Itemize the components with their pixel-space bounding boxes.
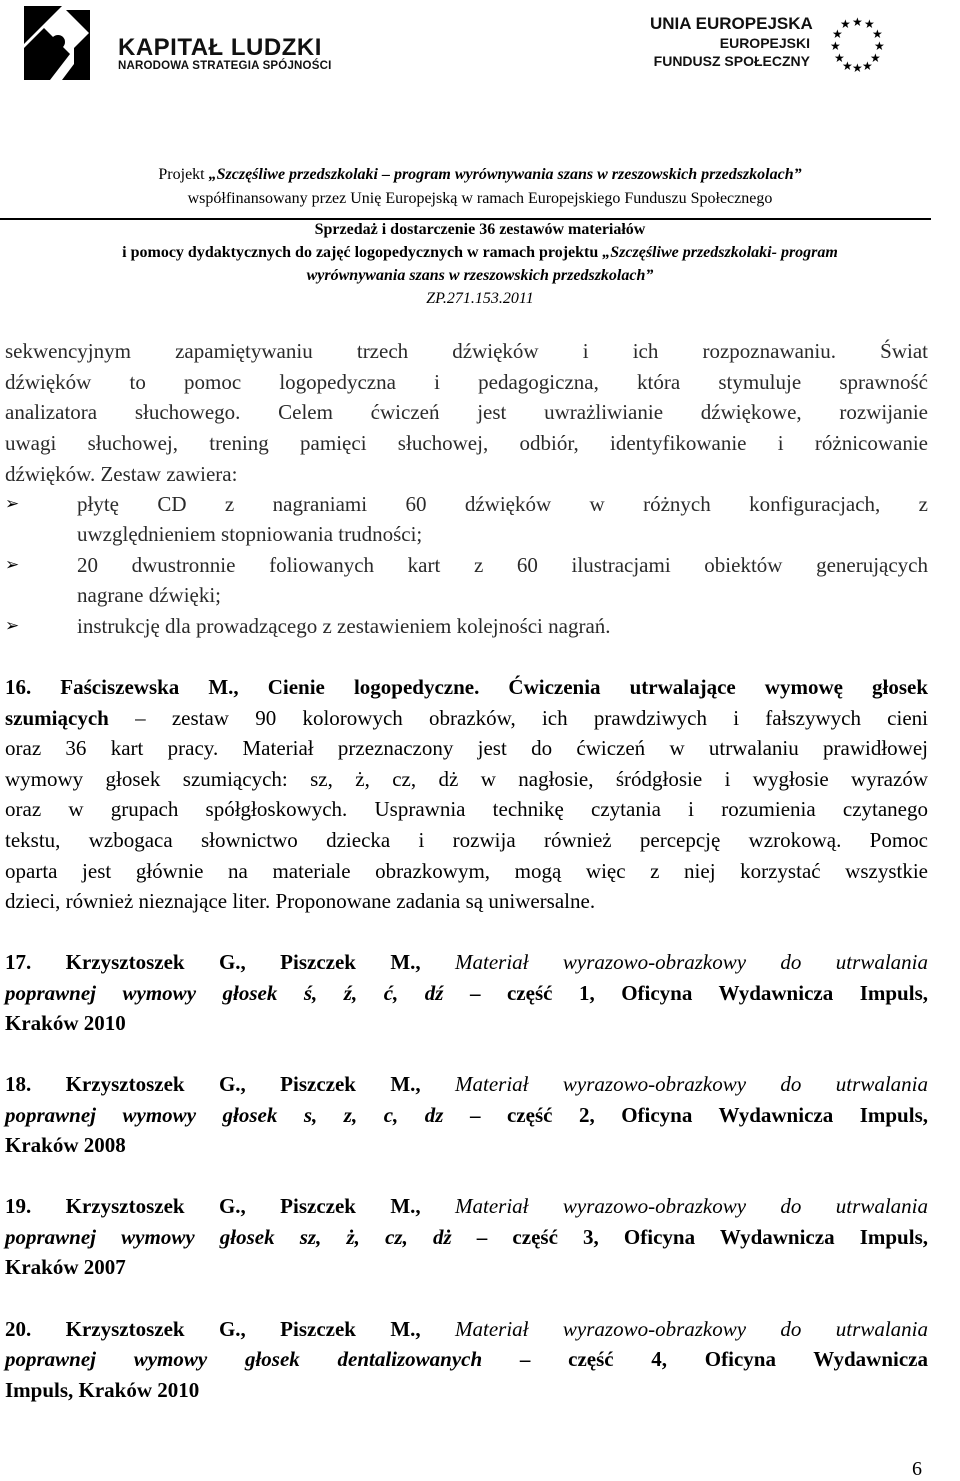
item-16-heading: 16. Faściszewska M., Cienie logopedyczne. Ćwiczenia utrwalające wymowę głosek (5, 675, 928, 699)
svg-text:★: ★ (872, 27, 883, 41)
item-18-title-cont: poprawnej wymowy głosek s, z, c, dz (5, 1103, 444, 1127)
project-title: „Szczęśliwe przedszkolaki – program wyrównywania szans w rzeszowskich przedszkolach” (208, 166, 802, 183)
item-19-title: Materiał wyrazowo-obrazkowy do utrwalania (455, 1194, 928, 1218)
aid-line (0, 244, 960, 262)
body-line: dźwięków to pomoc logopedyczna i pedagogiczna, która stymuluje sprawność (5, 370, 928, 394)
kapital-ludzki-logo (22, 4, 332, 84)
item-17-line3: Kraków 2010 (5, 1011, 126, 1035)
zp-number: ZP.271.153.2011 (426, 290, 534, 307)
item-20-line2 (5, 1345, 928, 1373)
item-16-desc: – zestaw 90 kolorowych obrazków, ich prawdziwych i fałszywych cieni (108, 706, 928, 730)
svg-text:★: ★ (862, 59, 873, 72)
aid-prefix: i pomocy dydaktycznych do zajęć logopedycznych w ramach projektu (122, 244, 603, 261)
item-20-line1 (5, 1315, 928, 1343)
item-19-publisher: – część 3, Oficyna Wydawnicza Impuls, (451, 1225, 928, 1249)
body-line: sekwencyjnym zapamiętywaniu trzech dźwięków i ich rozpoznawaniu. Świat (5, 339, 928, 363)
bullet-line: płytę CD z nagraniami 60 dźwięków w różnych konfiguracjach, z (77, 492, 928, 516)
svg-text:★: ★ (874, 39, 885, 53)
item-20-title: Materiał wyrazowo-obrazkowy do utrwalania (455, 1317, 928, 1341)
cofinance-line: współfinansowany przez Unię Europejską w ramach Europejskiego Funduszu Społecznego (187, 190, 773, 207)
bullet-line: nagrane dźwięki; (77, 583, 222, 607)
body-line: wymowy głosek szumiących: sz, ż, cz, dż w nagłosie, śródgłosie i wygłosie wyrazów (5, 767, 928, 791)
item-20-title-cont: poprawnej wymowy głosek dentalizowanych (5, 1347, 483, 1371)
eu-logo-text (650, 14, 813, 70)
svg-text:★: ★ (852, 15, 863, 29)
item-19-line1 (5, 1192, 928, 1220)
svg-text:★: ★ (870, 51, 881, 65)
page-number: 6 (912, 1458, 922, 1480)
item-16-heading-cont: szumiących (5, 706, 109, 730)
body-line: dźwięków. Zestaw zawiera: (5, 462, 238, 486)
eu-stars-flag-icon (818, 14, 898, 72)
item-18-title: Materiał wyrazowo-obrazkowy do utrwalania (455, 1072, 928, 1096)
bullet-line: uwzględnieniem stopniowania trudności; (77, 522, 423, 546)
body-line: tekstu, wzbogaca słownictwo dziecka i rozwija również percepcję wzrokową. Pomoc (5, 828, 928, 852)
item-17-publisher: – część 1, Oficyna Wydawnicza Impuls, (443, 981, 928, 1005)
svg-text:★: ★ (832, 27, 843, 41)
kapital-ludzki-title: KAPITAŁ LUDZKI (118, 34, 322, 61)
body-line: dzieci, również nieznające liter. Proponowane zadania są uniwersalne. (5, 889, 596, 913)
project-line (0, 166, 960, 184)
item-20-publisher: – część 4, Oficyna Wydawnicza (482, 1347, 928, 1371)
item-19-line2 (5, 1223, 928, 1251)
kapital-ludzki-subtitle: NARODOWA STRATEGIA SPÓJNOŚCI (118, 60, 332, 72)
svg-text:★: ★ (864, 17, 875, 31)
item-17-title: Materiał wyrazowo-obrazkowy do utrwalania (455, 950, 928, 974)
svg-text:★: ★ (830, 39, 841, 53)
aid-project-continued: wyrównywania szans w rzeszowskich przedszkolach” (306, 267, 654, 284)
body-line: uwagi słuchowej, trening pamięci słuchowej, odbiór, identyfikowanie i różnicowanie (5, 431, 928, 455)
arrow-bullet-icon: ➢ (5, 616, 20, 635)
arrow-bullet-icon: ➢ (5, 494, 20, 513)
arrow-bullet-icon: ➢ (5, 555, 20, 574)
aid-project: „Szczęśliwe przedszkolaki- program (602, 244, 838, 261)
body-line: oraz 36 kart pracy. Materiał przeznaczony jest do ćwiczeń w utrwalaniu prawidłowej (5, 736, 928, 760)
item-16-line2 (5, 704, 928, 732)
item-19-title-cont: poprawnej wymowy głosek sz, ż, cz, dż (5, 1225, 452, 1249)
body-line: analizatora słuchowego. Celem ćwiczeń jest uwrażliwianie dźwiękowe, rozwijanie (5, 400, 928, 424)
item-17-authors: 17. Krzysztoszek G., Piszczek M., (5, 950, 456, 974)
item-20-line3: Impuls, Kraków 2010 (5, 1378, 200, 1402)
header-divider (0, 218, 931, 220)
item-18-line2 (5, 1101, 928, 1129)
eu-logo-line1: UNIA EUROPEJSKA (650, 14, 813, 33)
body-line: oparta jest głównie na materiale obrazkowym, mogą więc z niej korzystać wszystkie (5, 859, 928, 883)
bullet-line: 20 dwustronnie foliowanych kart z 60 ilustracjami obiektów generujących (77, 553, 928, 577)
item-19-authors: 19. Krzysztoszek G., Piszczek M., (5, 1194, 456, 1218)
svg-text:★: ★ (840, 17, 851, 31)
item-17-title-cont: poprawnej wymowy głosek ś, ź, ć, dź (5, 981, 444, 1005)
kapital-ludzki-emblem-icon (22, 4, 92, 82)
item-18-authors: 18. Krzysztoszek G., Piszczek M., (5, 1072, 456, 1096)
eu-logo-line3: FUNDUSZ SPOŁECZNY (653, 53, 810, 69)
svg-text:★: ★ (834, 51, 845, 65)
item-18-publisher: – część 2, Oficyna Wydawnicza Impuls, (443, 1103, 928, 1127)
sale-title: Sprzedaż i dostarczenie 36 zestawów materiałów (314, 221, 646, 238)
svg-text:★: ★ (852, 61, 863, 72)
eu-logo-line2: EUROPEJSKI (719, 35, 810, 51)
item-19-line3: Kraków 2007 (5, 1255, 126, 1279)
bullet-line: instrukcję dla prowadzącego z zestawieniem kolejności nagrań. (77, 614, 611, 638)
project-prefix: Projekt (158, 166, 209, 183)
item-20-authors: 20. Krzysztoszek G., Piszczek M., (5, 1317, 456, 1341)
item-17-line1 (5, 948, 928, 976)
svg-text:★: ★ (842, 59, 853, 72)
eu-logo (650, 14, 950, 76)
item-18-line1 (5, 1070, 928, 1098)
body-line: oraz w grupach spółgłoskowych. Usprawnia technikę czytania i rozumienia czytanego (5, 797, 928, 821)
item-18-line3: Kraków 2008 (5, 1133, 126, 1157)
item-17-line2 (5, 979, 928, 1007)
